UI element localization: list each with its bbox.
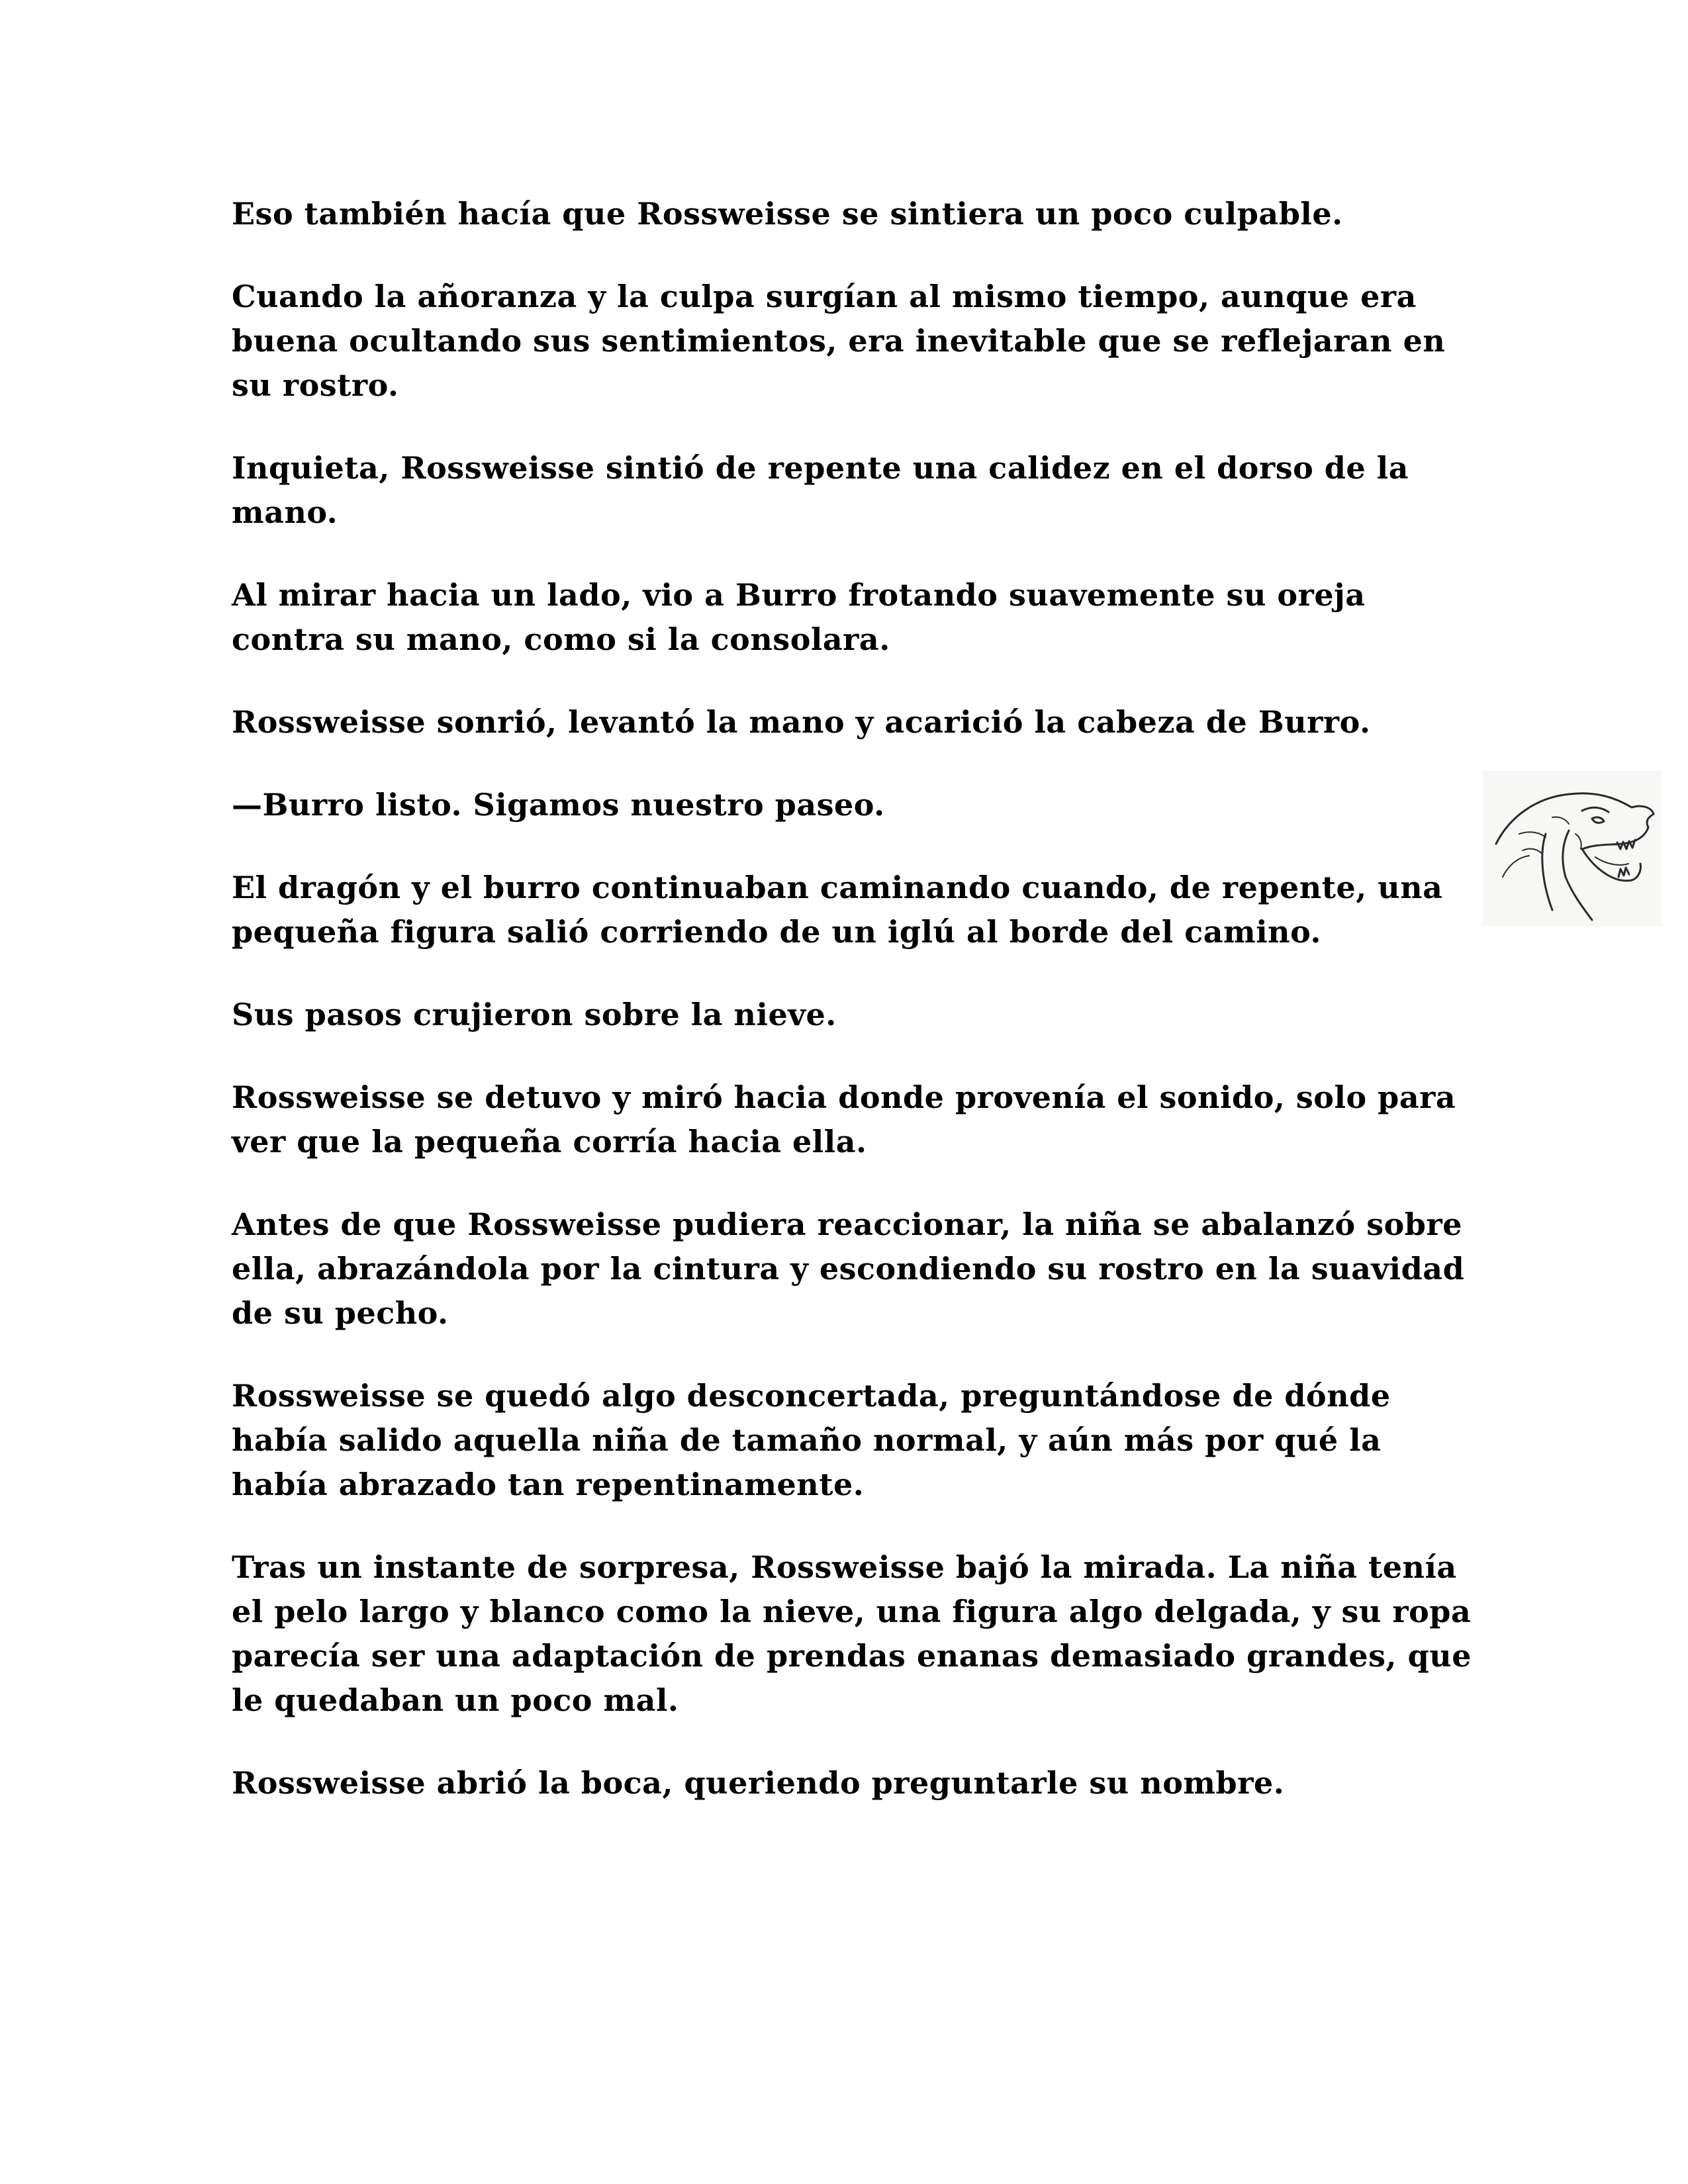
dinosaur-head-sketch-icon — [1483, 771, 1662, 927]
paragraph-11: Rossweisse se quedó algo desconcertada, preguntándose de dónde había salido aquella niña de tamaño normal, y aún más por qué la había abrazado tan repentinamente. — [232, 1378, 1391, 1502]
paragraph-12: Tras un instante de sorpresa, Rossweisse bajó la mirada. La niña tenía el pelo largo y blanco como la nieve, una figura algo delgada, y su ropa parecía ser una adaptación de prendas enanas demasiado grandes, que le quedaban un poco mal. — [232, 1549, 1472, 1718]
paragraph-10: Antes de que Rossweisse pudiera reaccionar, la niña se abalanzó sobre ella, abrazándola por la cintura y escondiendo su rostro en la suavidad de su pecho. — [232, 1206, 1465, 1331]
paragraph-3: Inquieta, Rossweisse sintió de repente una calidez en el dorso de la mano. — [232, 450, 1409, 530]
paragraph-9: Rossweisse se detuvo y miró hacia donde provenía el sonido, solo para ver que la pequeña corría hacia ella. — [232, 1079, 1456, 1160]
paragraph-4: Al mirar hacia un lado, vio a Burro frotando suavemente su oreja contra su mano, como si la consolara. — [232, 577, 1366, 657]
body-text — [232, 192, 1483, 1805]
paragraph-2: Cuando la añoranza y la culpa surgían al mismo tiempo, aunque era buena ocultando sus sentimientos, era inevitable que se reflejaran en su rostro. — [232, 279, 1446, 403]
paragraph-6: —Burro listo. Sigamos nuestro paseo. — [232, 787, 885, 823]
paragraph-5: Rossweisse sonrió, levantó la mano y acarició la cabeza de Burro. — [232, 704, 1371, 740]
paragraph-7: El dragón y el burro continuaban caminando cuando, de repente, una pequeña figura salió corriendo de un iglú al borde del camino. — [232, 870, 1443, 950]
paragraph-8: Sus pasos crujieron sobre la nieve. — [232, 997, 837, 1032]
paragraph-13: Rossweisse abrió la boca, queriendo preguntarle su nombre. — [232, 1765, 1285, 1801]
paragraph-1: Eso también hacía que Rossweisse se sintiera un poco culpable. — [232, 196, 1343, 232]
